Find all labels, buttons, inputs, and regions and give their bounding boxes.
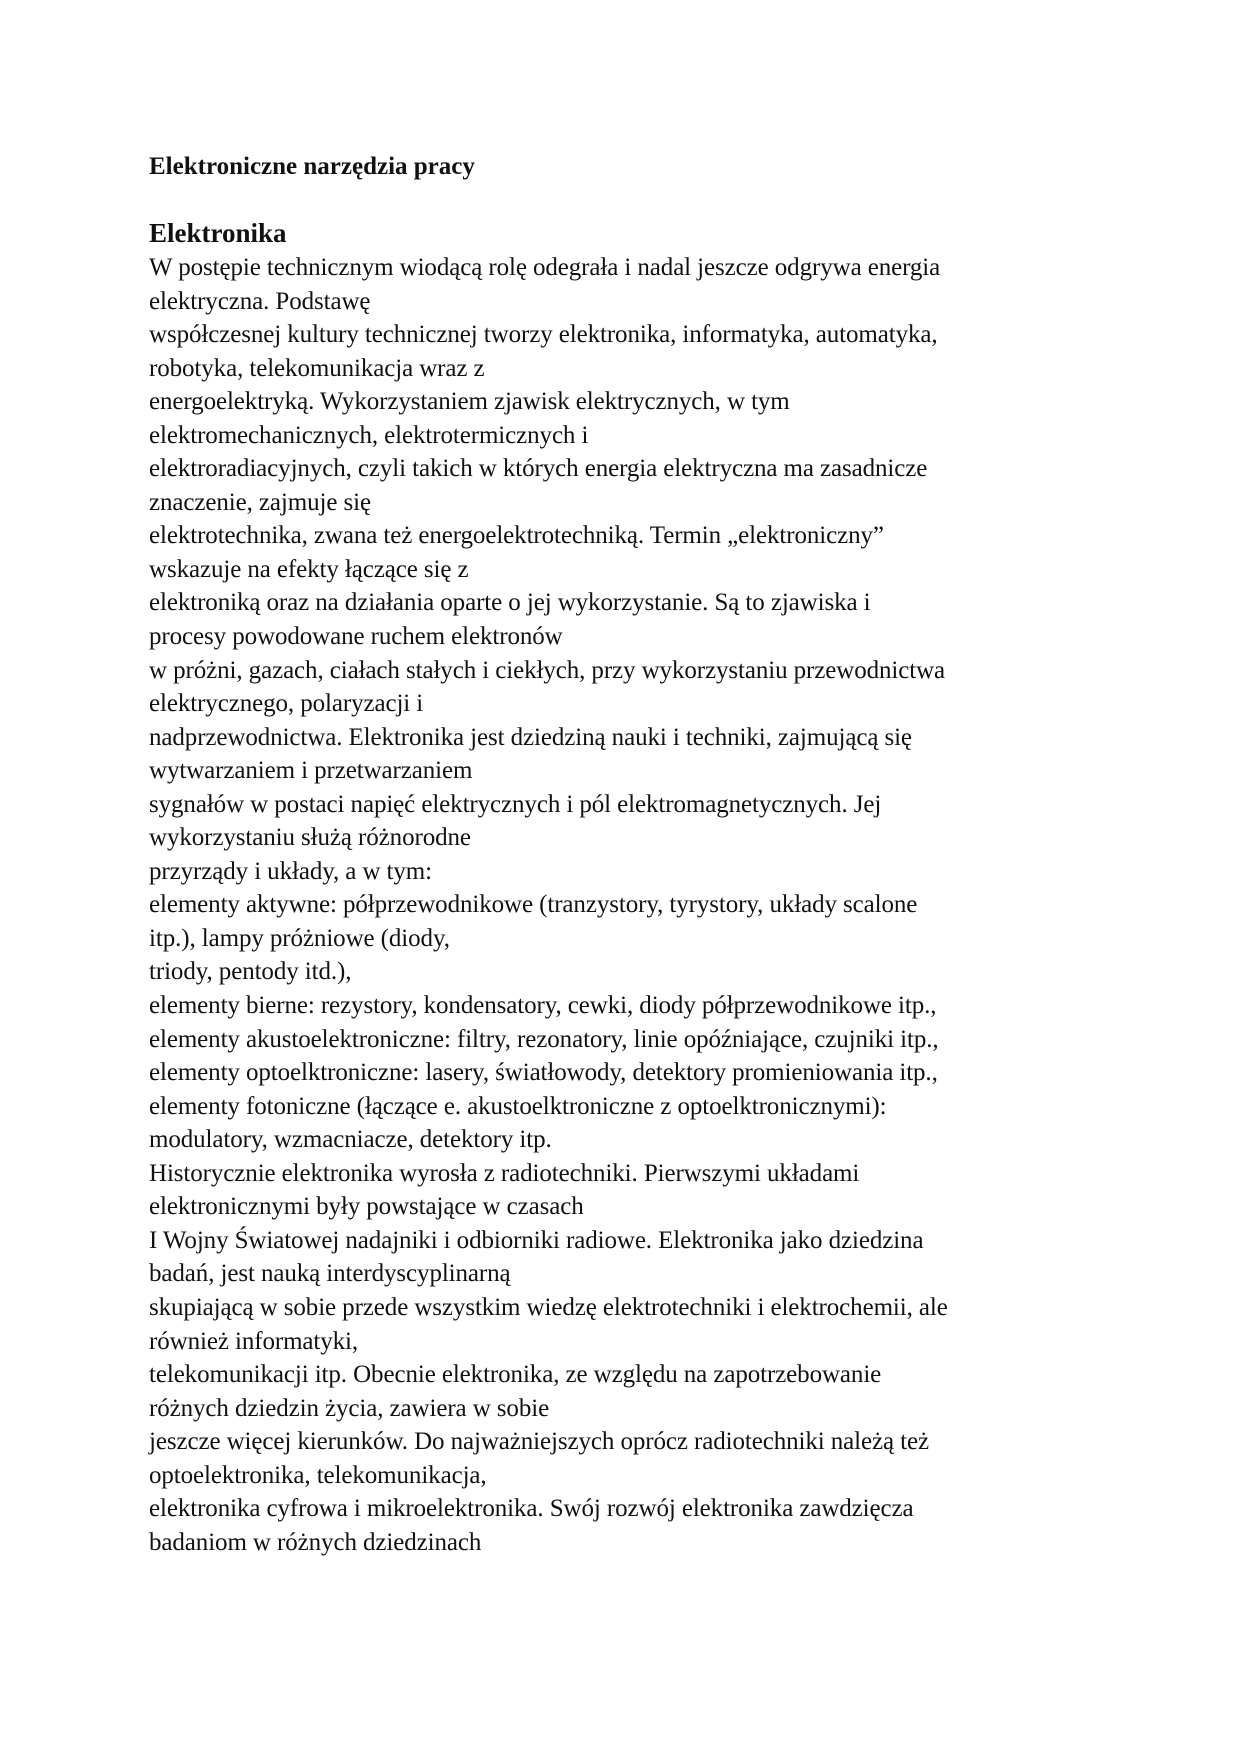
text-line: przyrządy i układy, a w tym:: [149, 857, 432, 885]
text-line: energoelektryką. Wykorzystaniem zjawisk elektrycznych, w tym: [149, 388, 790, 416]
text-line: modulatory, wzmacniacze, detektory itp.: [149, 1126, 552, 1154]
section-heading: Elektronika: [149, 218, 287, 248]
text-line: znaczenie, zajmuje się: [149, 488, 371, 516]
text-line: skupiającą w sobie przede wszystkim wiedzę elektrotechniki i elektrochemii, ale: [149, 1293, 948, 1321]
text-line: wykorzystaniu służą różnorodne: [149, 824, 471, 852]
text-line: robotyka, telekomunikacja wraz z: [149, 354, 485, 382]
text-line: optoelektronika, telekomunikacja,: [149, 1461, 487, 1489]
text-line: wskazuje na efekty łączące się z: [149, 555, 469, 583]
text-line: elektronicznymi były powstające w czasach: [149, 1193, 584, 1221]
text-line: triody, pentody itd.),: [149, 958, 352, 986]
text-line: elementy bierne: rezystory, kondensatory, cewki, diody półprzewodnikowe itp.,: [149, 992, 937, 1020]
text-line: elektronika cyfrowa i mikroelektronika. Swój rozwój elektronika zawdzięcza: [149, 1495, 914, 1523]
text-line: procesy powodowane ruchem elektronów: [149, 623, 563, 651]
text-line: elektromechanicznych, elektrotermicznych i: [149, 421, 589, 449]
text-line: elektroradiacyjnych, czyli takich w których energia elektryczna ma zasadnicze: [149, 455, 928, 483]
text-line: również informatyki,: [149, 1327, 359, 1355]
text-line: Historycznie elektronika wyrosła z radiotechniki. Pierwszymi układami: [149, 1159, 860, 1187]
text-line: badań, jest nauką interdyscyplinarną: [149, 1260, 511, 1288]
text-line: elementy optoelktroniczne: lasery, światłowody, detektory promieniowania itp.,: [149, 1059, 938, 1087]
document-title: Elektroniczne narzędzia pracy: [149, 153, 475, 180]
text-line: elektroniką oraz na działania oparte o jej wykorzystanie. Są to zjawiska i: [149, 589, 871, 617]
text-line: nadprzewodnictwa. Elektronika jest dziedziną nauki i techniki, zajmującą się: [149, 723, 912, 751]
text-line: różnych dziedzin życia, zawiera w sobie: [149, 1394, 550, 1422]
text-line: elektryczna. Podstawę: [149, 287, 371, 315]
body-text: [149, 251, 1109, 1559]
text-line: telekomunikacji itp. Obecnie elektronika, ze względu na zapotrzebowanie: [149, 1361, 882, 1389]
text-line: jeszcze więcej kierunków. Do najważniejszych oprócz radiotechniki należą też: [149, 1428, 929, 1456]
text-line: elementy aktywne: półprzewodnikowe (tranzystory, tyrystory, układy scalone: [149, 891, 918, 919]
text-line: elektrotechnika, zwana też energoelektrotechniką. Termin „elektroniczny”: [149, 522, 884, 550]
text-line: wytwarzaniem i przetwarzaniem: [149, 757, 473, 785]
text-line: współczesnej kultury technicznej tworzy elektronika, informatyka, automatyka,: [149, 321, 938, 349]
text-line: elektrycznego, polaryzacji i: [149, 690, 424, 718]
text-line: elementy akustoelektroniczne: filtry, rezonatory, linie opóźniające, czujniki itp.,: [149, 1025, 939, 1053]
text-line: elementy fotoniczne (łączące e. akustoelktroniczne z optoelktronicznymi):: [149, 1092, 887, 1120]
text-line: W postępie technicznym wiodącą rolę odegrała i nadal jeszcze odgrywa energia: [149, 254, 941, 281]
text-line: sygnałów w postaci napięć elektrycznych i pól elektromagnetycznych. Jej: [149, 790, 882, 818]
text-line: itp.), lampy próżniowe (diody,: [149, 924, 450, 952]
text-line: badaniom w różnych dziedzinach: [149, 1528, 482, 1556]
text-line: w próżni, gazach, ciałach stałych i ciekłych, przy wykorzystaniu przewodnictwa: [149, 656, 946, 684]
text-line: I Wojny Światowej nadajniki i odbiorniki radiowe. Elektronika jako dziedzina: [149, 1226, 924, 1254]
